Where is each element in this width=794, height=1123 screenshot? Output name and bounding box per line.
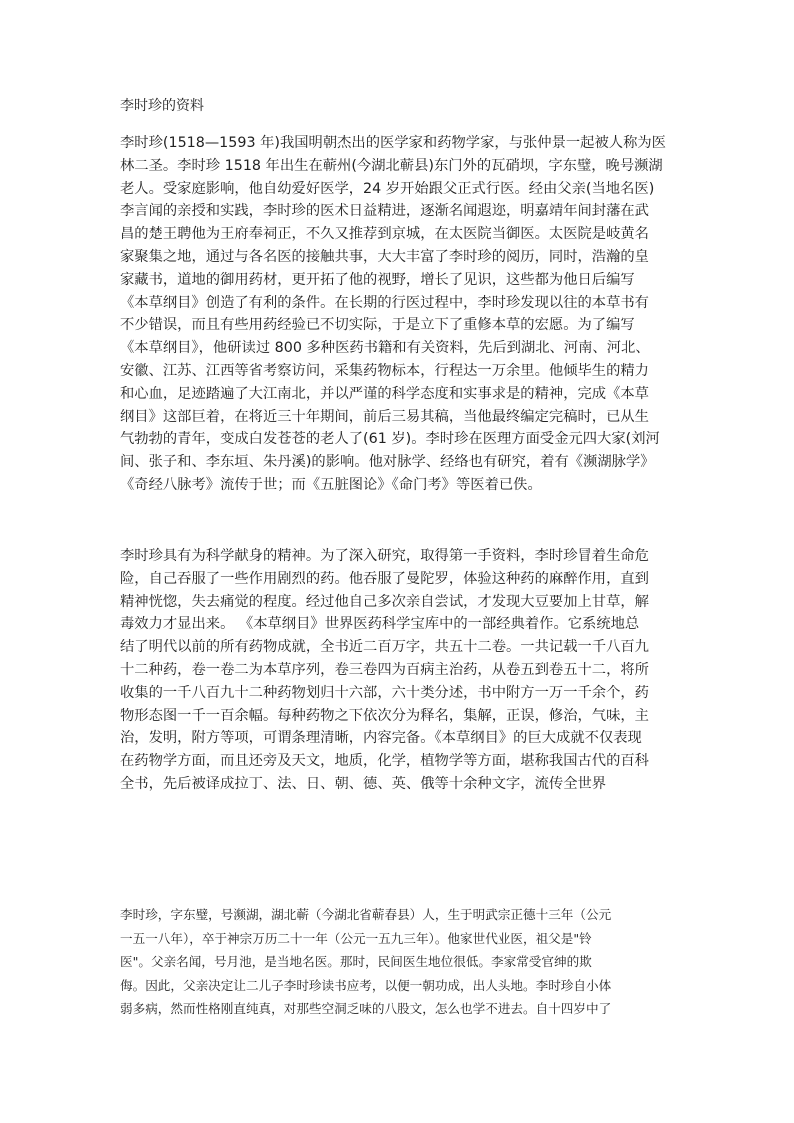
text-line: 李时珍，字东璧，号濒湖，湖北蕲（今湖北省蕲春县）人，生于明武宗正德十三年（公元 <box>120 907 612 922</box>
text-line: 一五一八年），卒于神宗万历二十一年（公元一五九三年）。他家世代业医，祖父是"铃 <box>120 930 592 946</box>
text-line: 结了明代以前的所有药物成就，全书近二百万字，共五十二卷。一共记载一千八百九 <box>120 639 649 656</box>
text-line: 收集的一千八百九十二种药物划归十六部，六十类分述，书中附方一万一千余个，药 <box>120 684 649 701</box>
text-line: 家聚集之地，通过与各名医的接触共事，大大丰富了李时珍的阅历，同时，浩瀚的皇 <box>120 248 649 265</box>
text-line: 李时珍具有为科学献身的精神。为了深入研究，取得第一手资料，李时珍冒着生命危 <box>120 548 649 564</box>
paragraph-early-life <box>120 903 680 1021</box>
text-line: 昌的楚王聘他为王府奉祠正，不久又推荐到京城，在太医院当御医。太医院是岐黄名 <box>120 226 649 243</box>
text-line: 险，自己吞服了一些作用剧烈的药。他吞服了曼陀罗，体验这种药的麻醉作用，直到 <box>120 570 649 587</box>
text-line: 和心血，足迹踏遍了大江南北，并以严谨的科学态度和实事求是的精神，完成《本草 <box>120 385 649 402</box>
text-line: 李言闻的亲授和实践，李时珍的医术日益精进，逐渐名闻遐迩，明嘉靖年间封藩在武 <box>120 203 649 220</box>
text-line: 《本草纲目》，他研读过 800 多种医药书籍和有关资料，先后到湖北、河南、河北、 <box>120 340 650 357</box>
text-line: 纲目》这部巨着，在将近三十年期间，前后三易其稿，当他最终编定完稿时，已从生 <box>120 408 649 425</box>
text-line: 弱多病，然而性格刚直纯真，对那些空洞乏味的八股文，怎么也学不进去。自十四岁中了 <box>120 1001 612 1017</box>
text-line: 《本草纲目》创造了有利的条件。在长期的行医过程中，李时珍发现以往的本草书有 <box>120 294 649 311</box>
text-line: 全书，先后被译成拉丁、法、日、朝、德、英、俄等十余种文字，流传全世界 <box>120 775 607 792</box>
paragraph-dedication <box>120 545 680 796</box>
text-line: 气勃勃的青年，变成白发苍苍的老人了(61 岁)。李时珍在医理方面受金元四大家(刘河 <box>120 431 660 448</box>
text-line: 安徽、江苏、江西等省考察访问，采集药物标本，行程达一万余里。他倾毕生的精力 <box>120 362 649 379</box>
text-line: 《奇经八脉考》流传于世；而《五脏图论》《命门考》等医着已佚。 <box>120 476 542 493</box>
text-line: 家藏书，道地的御用药材，更开拓了他的视野，增长了见识，这些都为他日后编写 <box>120 271 635 288</box>
text-line: 毒效力才显出来。 《本草纲目》世界医药科学宝库中的一部经典着作。它系统地总 <box>120 616 640 633</box>
text-line: 林二圣。李时珍 1518 年出生在蕲州(今湖北蕲县)东门外的瓦硝坝，字东璧，晚号濒湖 <box>120 157 663 174</box>
text-line: 精神恍惚，失去痛觉的程度。经过他自己多次亲自尝试，才发现大豆要加上甘草，解 <box>120 593 649 610</box>
document-title: 李时珍的资料 <box>120 98 204 114</box>
text-line: 在药物学方面，而且还旁及天文，地质，化学，植物学等方面，堪称我国古代的百科 <box>120 753 649 770</box>
text-line: 医"。父亲名闻，号月池，是当地名医。那时，民间医生地位很低。李家常受官绅的欺 <box>120 954 592 970</box>
text-line: 李时珍(1518—1593 年)我国明朝杰出的医学家和药物学家，与张仲景一起被人称为医 <box>120 135 666 151</box>
text-line: 十二种药，卷一卷二为本草序列，卷三卷四为百病主治药，从卷五到卷五十二，将所 <box>120 661 649 678</box>
paragraph-biography <box>120 132 680 497</box>
text-line: 不少错误，而且有些用药经验已不切实际，于是立下了重修本草的宏愿。为了编写 <box>120 317 635 334</box>
text-line: 物形态图一千一百余幅。每种药物之下依次分为释名，集解，正误，修治，气味，主 <box>120 707 649 724</box>
text-line: 侮。因此，父亲决定让二儿子李时珍读书应考，以便一朝功成，出人头地。李时珍自小体 <box>120 977 612 993</box>
text-line: 老人。受家庭影响，他自幼爱好医学，24 岁开始跟父正式行医。经由父亲(当地名医) <box>120 180 655 197</box>
text-line: 治，发明，附方等项，可谓条理清晰，内容完备。《本草纲目》的巨大成就不仅表现 <box>120 730 642 747</box>
text-line: 间、张子和、李东垣、朱丹溪)的影响。他对脉学、经络也有研究，着有《濒湖脉学》 <box>120 454 655 471</box>
